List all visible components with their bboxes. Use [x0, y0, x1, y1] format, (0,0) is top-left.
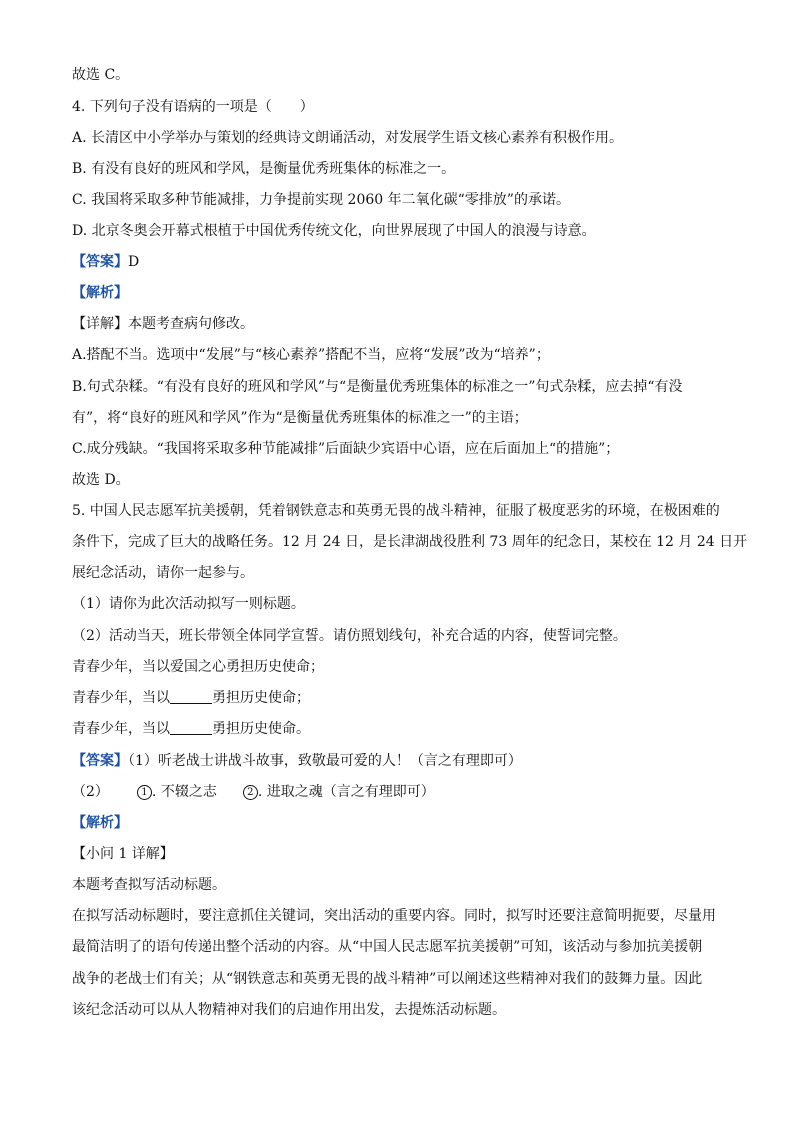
- oath-prefix: 青春少年，当以: [72, 721, 170, 737]
- analysis-heading-5: [72, 813, 722, 833]
- text-line: 该纪念活动可以从人物精神对我们的启迪作用出发，去提炼活动标题。: [72, 1002, 506, 1018]
- analysis-tag: 【解析】: [72, 815, 128, 831]
- oath-suffix: 勇担历史使命；: [212, 690, 310, 706]
- answer-text: D: [128, 254, 140, 270]
- answer-tag: 【答案】: [72, 753, 128, 769]
- option-a: A. 长清区中小学举办与策划的经典诗文朗诵活动，对发展学生语文核心素养有积极作用。: [72, 130, 624, 146]
- text-line: B.句式杂糅。“有没有良好的班风和学风”与“是衡量优秀班集体的标准之一”句式杂糅，应去掉“有没: [72, 379, 683, 395]
- text-line: 最简洁明了的语句传递出整个活动的内容。从“中国人民志愿军抗美援朝”可知，该活动与参加抗美援朝: [72, 939, 703, 955]
- oath-prefix: 青春少年，当以: [72, 690, 170, 706]
- oath-line-3: [72, 719, 722, 739]
- answer-text: （1）听老战士讲战斗故事，致敬最可爱的人！（言之有理即可）: [128, 753, 522, 769]
- answer-5: [72, 751, 722, 771]
- text-line: C.成分残缺。“我国将采取多种节能减排”后面缺少宾语中心语，应在后面加上“的措施”；: [72, 441, 620, 457]
- text-line: 展纪念活动，请你一起参与。: [72, 565, 254, 581]
- answer-item: . 进取之魂（言之有理即可）: [257, 784, 435, 800]
- sub-question-2: （2）活动当天，班长带领全体同学宣誓。请仿照划线句，补充合适的内容，使誓词完整。: [72, 628, 627, 644]
- text-line: 在拟写活动标题时，要注意抓住关键词，突出活动的重要内容。同时，拟写时还要注意简明扼要，尽量用: [72, 908, 716, 924]
- text-line: 故选 C。: [72, 67, 130, 83]
- answer-prefix: （2）: [72, 784, 109, 800]
- circled-number-2: 2: [243, 785, 258, 800]
- text-line: 有”，将“良好的班风和学风”作为“是衡量优秀班集体的标准之一”的主语；: [72, 410, 528, 426]
- question-5-stem: 5. 中国人民志愿军抗美援朝，凭着钢铁意志和英勇无畏的战斗精神，征服了极度恶劣的环境，在极困难的: [72, 503, 720, 519]
- circled-number-1: 1: [137, 785, 152, 800]
- text-line: 【详解】本题考查病句修改。: [72, 316, 254, 332]
- text-line: A.搭配不当。选项中“发展”与“核心素养”搭配不当，应将“发展”改为“培养”；: [72, 347, 550, 363]
- option-c: C. 我国将采取多种节能减排，力争提前实现 2060 年二氧化碳“零排放”的承诺。: [72, 192, 570, 208]
- fill-blank: [170, 689, 212, 704]
- question-4-stem: 4. 下列句子没有语病的一项是（ ）: [72, 99, 314, 115]
- option-b: B. 有没有良好的班风和学风，是衡量优秀班集体的标准之一。: [72, 161, 456, 177]
- text-line: 本题考查拟写活动标题。: [72, 877, 226, 893]
- answer-item: . 不辍之志: [151, 784, 217, 800]
- analysis-tag: 【解析】: [72, 285, 128, 301]
- answer-4: [72, 252, 722, 272]
- text-line: 条件下，完成了巨大的战略任务。12 月 24 日，是长津湖战役胜利 73 周年的纪念日，某校在 12 月 24 日开: [72, 534, 748, 550]
- text-line: 战争的老战士们有关；从“钢铁意志和英勇无畏的战斗精神”可以阐述这些精神对我们的鼓舞力量。因此: [72, 971, 703, 987]
- sub-question-1: （1）请你为此次活动拟写一则标题。: [72, 596, 305, 612]
- oath-suffix: 勇担历史使命。: [212, 721, 310, 737]
- analysis-heading-4: [72, 283, 722, 303]
- sub-heading: 【小问 1 详解】: [72, 846, 174, 862]
- option-d: D. 北京冬奥会开幕式根植于中国优秀传统文化，向世界展现了中国人的浪漫与诗意。: [72, 223, 596, 239]
- text-line: 故选 D。: [72, 472, 130, 488]
- fill-blank: [170, 720, 212, 735]
- answer-tag: 【答案】: [72, 254, 128, 270]
- oath-line-2: [72, 688, 722, 708]
- answer-5-part-2: [72, 782, 722, 802]
- oath-line-1: 青春少年，当以爱国之心勇担历史使命；: [72, 659, 324, 675]
